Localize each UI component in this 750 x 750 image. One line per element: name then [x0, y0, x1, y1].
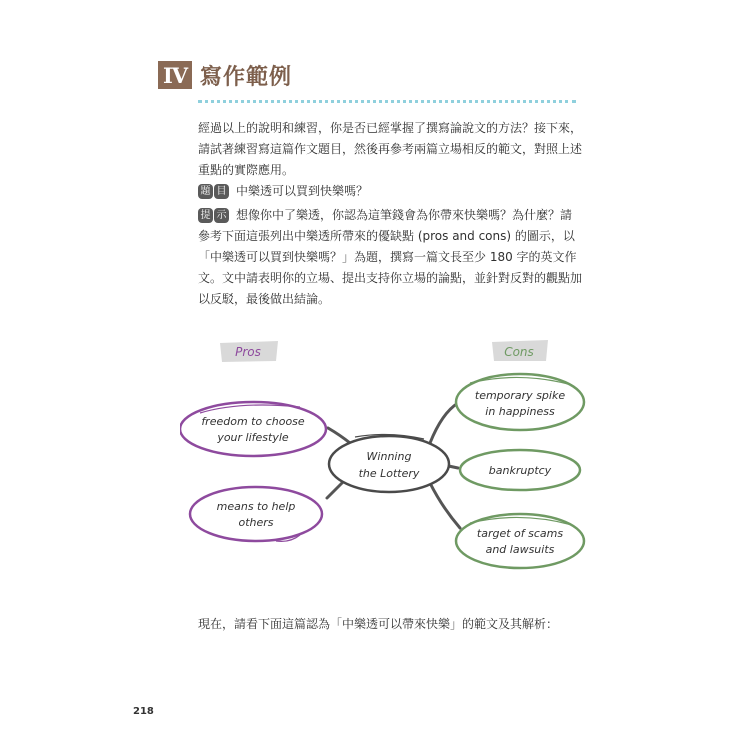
- svg-text:Pros: Pros: [235, 345, 261, 359]
- page-number: 218: [133, 706, 154, 717]
- pro-node-help-others: [190, 487, 322, 541]
- topic-text: 中樂透可以買到快樂嗎？: [236, 184, 369, 198]
- closing-sentence: 現在，請看下面這篇認為「中樂透可以帶來快樂」的範文及其解析：: [198, 617, 559, 631]
- dotted-divider: [198, 100, 576, 103]
- intro-paragraph: 經過以上的說明和練習，你是否已經掌握了撰寫論說文的方法？接下來，請試著練習寫這篇作文題目，然後再參考兩篇立場相反的範文，對照上述重點的實際應用。: [198, 121, 583, 177]
- svg-text:means to help: means to help: [216, 500, 296, 513]
- con-node-temporary-spike: [456, 374, 584, 430]
- center-node: [329, 434, 449, 492]
- con-node-scams-lawsuits: [456, 514, 584, 568]
- hint-label: 提 示: [198, 208, 230, 222]
- pros-cons-mindmap: [180, 335, 600, 570]
- svg-text:your lifestyle: your lifestyle: [217, 431, 289, 444]
- pro-node-freedom: [180, 402, 326, 456]
- svg-text:bankruptcy: bankruptcy: [488, 464, 552, 477]
- svg-text:Winning: Winning: [366, 450, 412, 463]
- topic-label: 題 目: [198, 184, 230, 198]
- svg-text:target of scams: target of scams: [476, 527, 564, 540]
- topic-line: [198, 181, 583, 202]
- cons-tag: [492, 340, 548, 361]
- svg-text:the Lottery: the Lottery: [358, 467, 420, 480]
- svg-text:others: others: [238, 516, 274, 529]
- section-number-badge: IV: [158, 61, 192, 89]
- hint-text: 想像你中了樂透，你認為這筆錢會為你帶來快樂嗎？為什麼？請參考下面這張列出中樂透所帶來的優缺點 (pros and cons) 的圖示，以「中樂透可以買到快樂嗎？」為題，撰寫一篇文長至少 180 字的英文作文。文中請表明你的立場、提出支持你立場的論點，並針對反對的觀點加以反駁，最後做出結論。: [198, 208, 583, 306]
- svg-text:in happiness: in happiness: [485, 405, 555, 418]
- section-title: 寫作範例: [200, 65, 293, 90]
- svg-text:Cons: Cons: [504, 345, 534, 359]
- con-node-bankruptcy: [460, 450, 580, 490]
- svg-text:temporary spike: temporary spike: [474, 389, 566, 402]
- pros-tag: [220, 341, 278, 362]
- svg-text:and lawsuits: and lawsuits: [485, 543, 555, 556]
- svg-text:freedom to choose: freedom to choose: [201, 415, 305, 428]
- hint-paragraph: [198, 205, 583, 310]
